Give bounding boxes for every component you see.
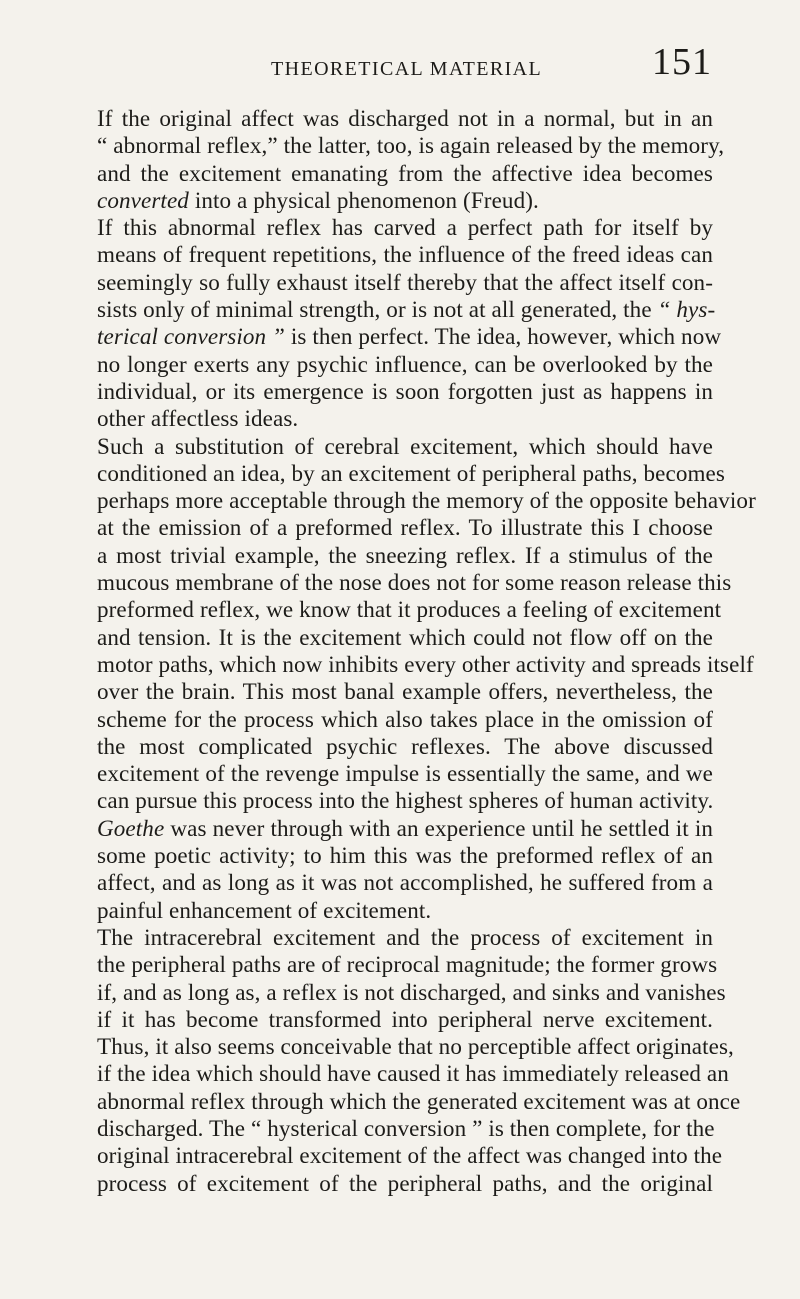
text-segment: sists only of minimal strength, or is not at all generated, the bbox=[97, 296, 658, 323]
text-segment: the peripheral paths are of reciprocal magnitude; the former grows bbox=[97, 951, 718, 978]
text-line bbox=[97, 787, 713, 814]
text-line bbox=[97, 678, 713, 705]
text-segment: if it has become transformed into peripheral nerve excitement. bbox=[97, 1005, 713, 1032]
text-line bbox=[97, 569, 732, 596]
text-line bbox=[97, 1087, 741, 1115]
text-segment: if, and as long as, a reflex is not discharged, and sinks and vanishes bbox=[97, 978, 726, 1005]
text-segment: motor paths, which now inhibits every other activity and spreads itself bbox=[97, 650, 754, 677]
text-segment: Such a substitution of cerebral excitement, which should have bbox=[97, 432, 713, 459]
text-line bbox=[97, 951, 718, 978]
text-line bbox=[97, 514, 713, 541]
italic-text: terical conversion ” bbox=[97, 323, 286, 350]
text-line bbox=[97, 296, 716, 323]
text-segment: scheme for the process which also takes place in the omission of bbox=[97, 705, 713, 732]
text-segment: individual, or its emergence is soon forgotten just as happens in bbox=[97, 377, 713, 404]
text-segment: If the original affect was discharged not in a normal, but in an bbox=[97, 105, 713, 131]
text-line bbox=[97, 869, 713, 896]
text-line bbox=[97, 132, 725, 159]
text-line bbox=[97, 1006, 713, 1033]
text-segment: original intracerebral excitement of the affect was changed into the bbox=[97, 1142, 723, 1169]
text-line bbox=[97, 351, 713, 378]
italic-text: “ hys- bbox=[657, 296, 716, 323]
text-line bbox=[97, 1115, 713, 1142]
running-head: THEORETICAL MATERIAL bbox=[271, 58, 543, 80]
text-line bbox=[97, 1170, 713, 1197]
text-segment: was never through with an experience until he settled it in bbox=[164, 814, 713, 841]
text-segment: affect, and as long as it was not accomplished, he suffered from a bbox=[97, 869, 713, 896]
text-segment: excitement of the revenge impulse is essentially the same, and we bbox=[97, 760, 713, 787]
text-line bbox=[97, 378, 713, 405]
text-line bbox=[97, 241, 713, 268]
text-line bbox=[97, 1033, 734, 1060]
text-line bbox=[97, 105, 713, 132]
text-line bbox=[97, 596, 722, 623]
text-segment: painful enhancement of excitement. bbox=[97, 896, 432, 923]
text-line bbox=[97, 1060, 729, 1087]
text-line bbox=[97, 433, 713, 460]
page-number: 151 bbox=[652, 41, 712, 83]
text-segment: “ abnormal reflex,” the latter, too, is again released by the memory, bbox=[97, 132, 725, 159]
body-text bbox=[97, 105, 756, 1197]
text-segment: is then perfect. The idea, however, which now bbox=[285, 323, 722, 350]
text-segment: If this abnormal reflex has carved a perfect path for itself by bbox=[97, 214, 713, 241]
italic-text: Goethe bbox=[97, 814, 165, 841]
text-line bbox=[97, 760, 713, 787]
text-line bbox=[97, 160, 713, 187]
text-segment: over the brain. This most banal example offers, nevertheless, the bbox=[97, 678, 713, 705]
text-segment: preformed reflex, we know that it produces a feeling of excitement bbox=[97, 596, 722, 623]
text-segment: seemingly so fully exhaust itself thereby that the affect itself con- bbox=[97, 268, 713, 295]
text-line bbox=[97, 842, 713, 869]
text-line bbox=[97, 897, 713, 924]
text-segment: if the idea which should have caused it has immediately released an bbox=[97, 1060, 729, 1087]
text-line bbox=[97, 269, 713, 296]
text-line bbox=[97, 1142, 723, 1169]
text-line bbox=[97, 924, 713, 951]
text-line bbox=[97, 214, 713, 241]
text-segment: process of excitement of the peripheral paths, and the original bbox=[97, 1169, 713, 1196]
text-segment: and the excitement emanating from the affective idea becomes bbox=[97, 159, 713, 186]
text-segment: means of frequent repetitions, the influence of the freed ideas can bbox=[97, 241, 713, 268]
text-segment: abnormal reflex through which the generated excitement was at once bbox=[97, 1087, 741, 1114]
text-line bbox=[97, 542, 713, 569]
text-line bbox=[97, 815, 713, 842]
text-segment: some poetic activity; to him this was the preformed reflex of an bbox=[97, 842, 713, 869]
text-line bbox=[97, 487, 756, 514]
text-segment: discharged. The “ hysterical conversion ” is then complete, for the bbox=[97, 1114, 715, 1141]
text-segment: can pursue this process into the highest spheres of human activity. bbox=[97, 787, 714, 814]
text-segment: Thus, it also seems conceivable that no perceptible affect originates, bbox=[97, 1033, 734, 1060]
text-segment: The intracerebral excitement and the process of excitement in bbox=[97, 923, 713, 950]
text-segment: and tension. It is the excitement which could not flow off on the bbox=[97, 623, 713, 650]
text-line bbox=[97, 650, 754, 678]
italic-text: converted bbox=[97, 186, 189, 213]
text-line bbox=[97, 459, 725, 487]
text-segment: no longer exerts any psychic influence, can be overlooked by the bbox=[97, 350, 713, 377]
text-segment: other affectless ideas. bbox=[97, 405, 299, 432]
text-line bbox=[97, 978, 726, 1006]
text-line bbox=[97, 624, 713, 651]
text-line bbox=[97, 405, 713, 432]
text-line bbox=[97, 733, 713, 760]
text-segment: the most complicated psychic reflexes. The above discussed bbox=[97, 732, 713, 759]
text-segment: conditioned an idea, by an excitement of peripheral paths, becomes bbox=[97, 459, 725, 486]
text-line bbox=[97, 706, 713, 733]
text-line bbox=[97, 187, 713, 214]
text-segment: at the emission of a preformed reflex. To illustrate this I choose bbox=[97, 514, 713, 541]
text-segment: mucous membrane of the nose does not for some reason release this bbox=[97, 569, 732, 596]
text-segment: into a physical phenomenon (Freud). bbox=[188, 186, 539, 213]
text-segment: perhaps more acceptable through the memory of the opposite behavior bbox=[97, 487, 756, 514]
text-segment: a most trivial example, the sneezing reflex. If a stimulus of the bbox=[97, 541, 713, 568]
text-line bbox=[97, 323, 722, 350]
